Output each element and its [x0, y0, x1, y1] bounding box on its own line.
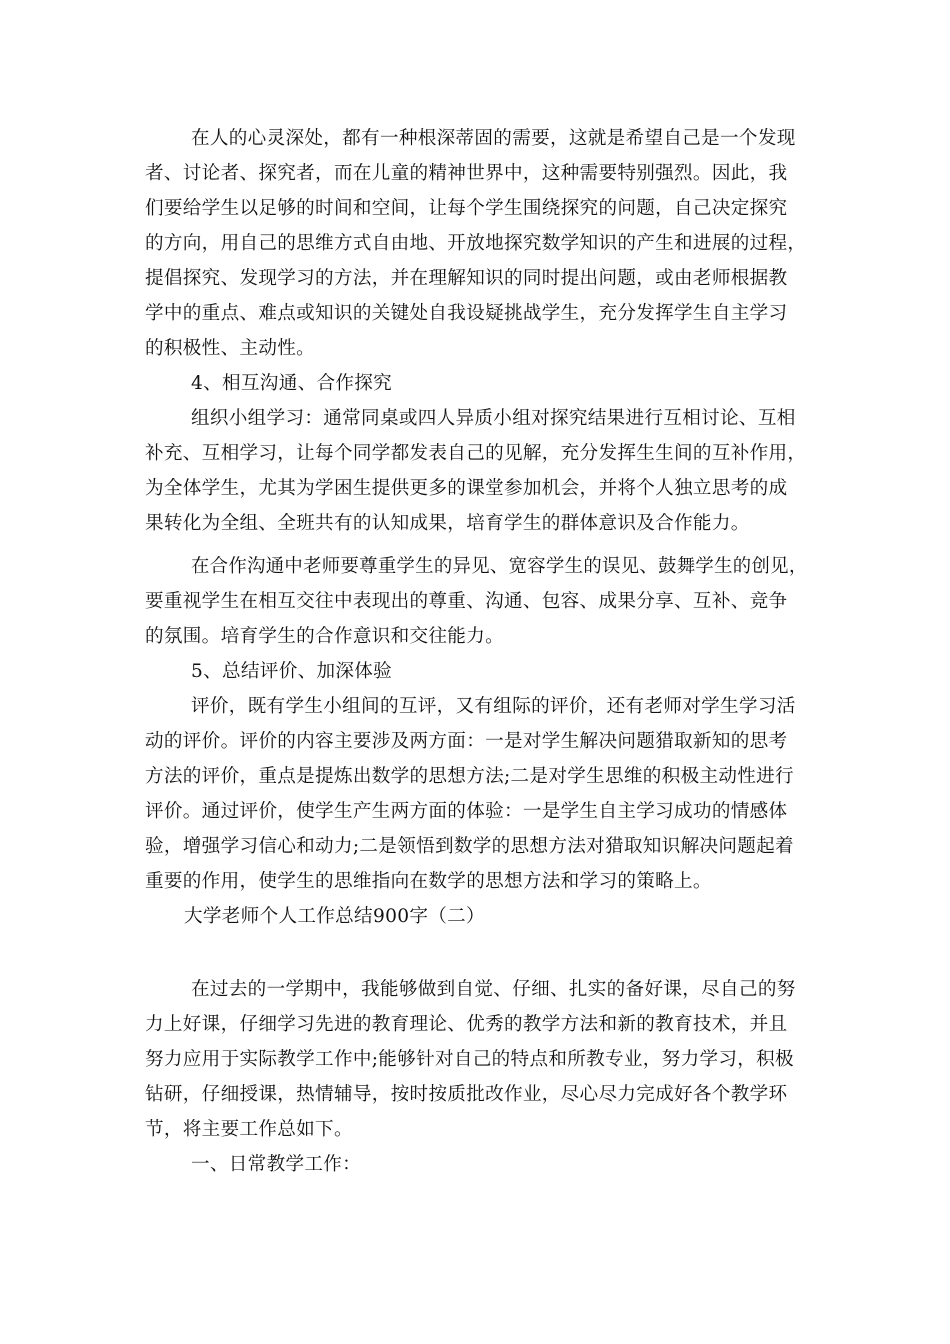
text-line: 学中的重点、难点或知识的关键处自我设疑挑战学生，充分发挥学生自主学习 — [145, 303, 788, 324]
text-line: 努力应用于实际教学工作中;能够针对自己的特点和所教专业，努力学习，积极 — [145, 1049, 794, 1070]
text-line: 补充、互相学习，让每个同学都发表自己的见解，充分发挥生生间的互补作用， — [145, 443, 807, 464]
section-heading: 4、相互沟通、合作探究 — [191, 373, 393, 394]
text-line: 的氛围。培育学生的合作意识和交往能力。 — [145, 626, 504, 647]
text-line: 钻研，仔细授课，热情辅导，按时按质批改作业，尽心尽力完成好各个教学环 — [145, 1084, 788, 1105]
text-line: 方法的评价，重点是提炼出数学的思想方法;二是对学生思维的积极主动性进行 — [145, 766, 794, 787]
text-line: 动的评价。评价的内容主要涉及两方面：一是对学生解决问题猎取新知的思考 — [145, 731, 788, 752]
document-title: 大学老师个人工作总结900字（二） — [184, 906, 485, 927]
text-line: 在过去的一学期中，我能够做到自觉、仔细、扎实的备好课，尽自己的努 — [191, 979, 796, 1000]
text-line: 的积极性、主动性。 — [145, 338, 316, 359]
text-line: 的方向，用自己的思维方式自由地、开放地探究数学知识的产生和进展的过程， — [145, 233, 807, 254]
text-line: 提倡探究、发现学习的方法，并在理解知识的同时提出问题，或由老师根据教 — [145, 268, 788, 289]
text-line: 节，将主要工作总如下。 — [145, 1119, 353, 1140]
text-line: 重要的作用，使学生的思维指向在数学的思想方法和学习的策略上。 — [145, 871, 712, 892]
section-heading: 5、总结评价、加深体验 — [191, 661, 393, 682]
section-heading: 一、日常教学工作： — [191, 1154, 362, 1175]
text-line: 在合作沟通中老师要尊重学生的异见、宽容学生的误见、鼓舞学生的创见， — [191, 556, 808, 577]
text-line: 力上好课，仔细学习先进的教育理论、优秀的教学方法和新的教育技术，并且 — [145, 1014, 788, 1035]
text-line: 在人的心灵深处，都有一种根深蒂固的需要，这就是希望自己是一个发现 — [191, 128, 796, 149]
text-line: 者、讨论者、探究者，而在儿童的精神世界中，这种需要特别强烈。因此，我 — [145, 163, 788, 184]
text-line: 评价，既有学生小组间的互评，又有组际的评价，还有老师对学生学习活 — [191, 696, 796, 717]
text-line: 们要给学生以足够的时间和空间，让每个学生围绕探究的问题，自己决定探究 — [145, 198, 788, 219]
text-line: 评价。通过评价，使学生产生两方面的体验：一是学生自主学习成功的情感体 — [145, 801, 788, 822]
text-line: 果转化为全组、全班共有的认知成果，培育学生的群体意识及合作能力。 — [145, 513, 750, 534]
text-line: 组织小组学习：通常同桌或四人异质小组对探究结果进行互相讨论、互相 — [191, 408, 796, 429]
text-line: 为全体学生，尤其为学困生提供更多的课堂参加机会，并将个人独立思考的成 — [145, 478, 788, 499]
text-line: 验，增强学习信心和动力;二是领悟到数学的思想方法对猎取知识解决问题起着 — [145, 836, 794, 857]
text-line: 要重视学生在相互交往中表现出的尊重、沟通、包容、成果分享、互补、竞争 — [145, 591, 788, 612]
